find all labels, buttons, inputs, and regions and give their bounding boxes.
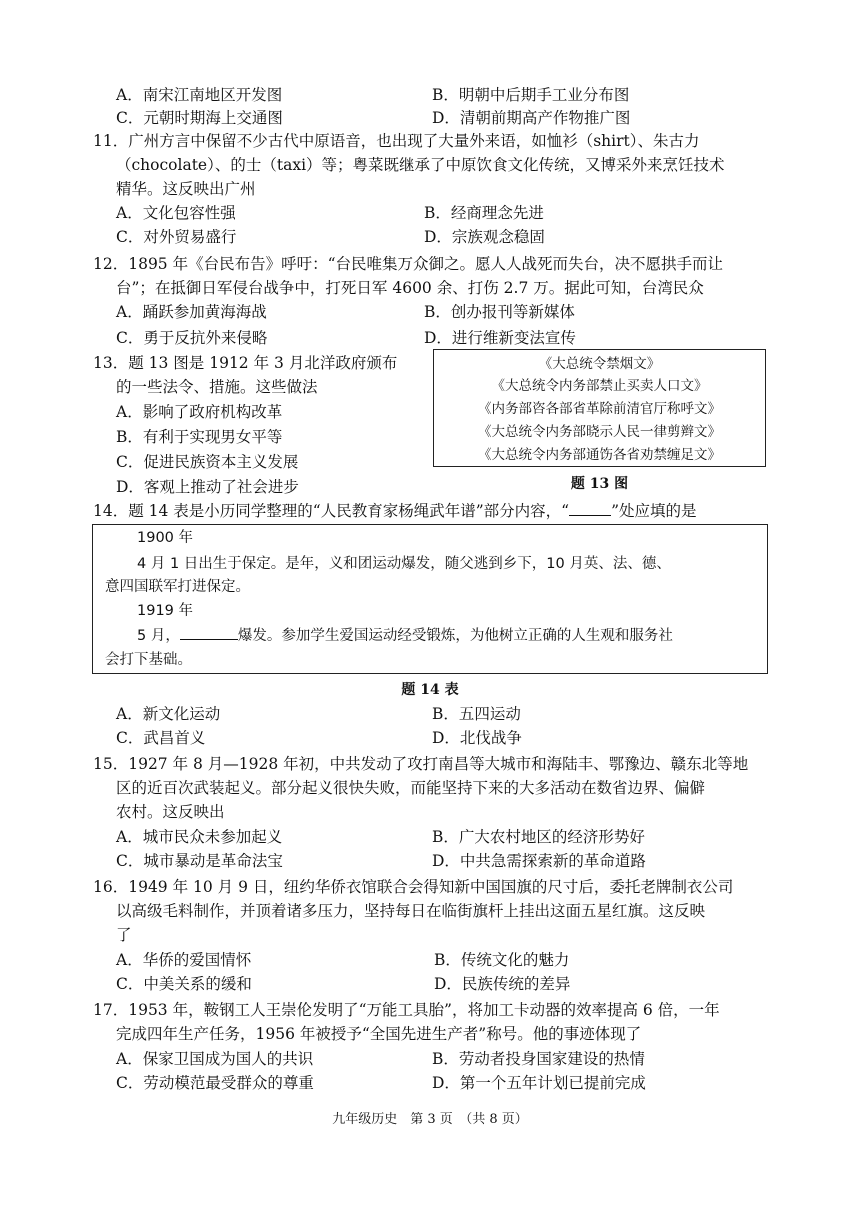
q14-option-b: B．五四运动 — [432, 705, 521, 723]
q15-option-b: B．广大农村地区的经济形势好 — [432, 828, 645, 846]
q14-blank — [569, 515, 611, 516]
q14-table-caption: 题 14 表 — [401, 682, 459, 698]
q13-figure-row: 《大总统令内务部禁止买卖人口文》 — [491, 378, 708, 394]
q17-option-d: D．第一个五年计划已提前完成 — [432, 1074, 646, 1092]
q15-option-c: C．城市暴动是革命法宝 — [116, 852, 283, 870]
q13-figure-row: 《大总统令禁烟文》 — [538, 356, 661, 372]
q13-stem-line2: 的一些法令、措施。这些做法 — [116, 378, 318, 396]
q12-option-d: D．进行维新变法宣传 — [424, 329, 576, 347]
q16-option-c: C．中美关系的缓和 — [116, 975, 252, 993]
q10-option-a: A．南宋江南地区开发图 — [116, 86, 283, 104]
q13-figure-row: 《大总统令内务部通饬各省劝禁缠足文》 — [478, 447, 721, 463]
q14-text-1900b: 意四国联军打进保定。 — [105, 579, 250, 595]
q12-option-c: C．勇于反抗外来侵略 — [116, 329, 268, 347]
q17-stem-line1: 17．1953 年，鞍钢工人王崇伦发明了“万能工具胎”，将加工卡动器的效率提高 6 倍，一年 — [93, 1001, 720, 1019]
q17-stem-line2: 完成四年生产任务，1956 年被授予“全国先进生产者”称号。他的事迹体现了 — [116, 1025, 642, 1043]
q13-stem-line1: 13．题 13 图是 1912 年 3 月北洋政府颁布 — [93, 354, 398, 372]
q15-option-d: D．中共急需探索新的革命道路 — [432, 852, 646, 870]
q14-table-blank — [180, 639, 238, 640]
q14-option-a: A．新文化运动 — [116, 705, 221, 723]
q15-stem-line3: 农村。这反映出 — [116, 803, 225, 821]
q13-option-a: A．影响了政府机构改革 — [116, 403, 283, 421]
q14-year-1900: 1900 年 — [137, 530, 194, 546]
q16-stem-line2: 以高级毛料制作，并顶着诸多压力，坚持每日在临街旗杆上挂出这面五星红旗。这反映 — [116, 902, 706, 920]
q11-option-c: C．对外贸易盛行 — [116, 228, 237, 246]
q10-option-b: B．明朝中后期手工业分布图 — [432, 86, 630, 104]
page-footer: 九年级历史 第 3 页 （共 8 页） — [332, 1112, 528, 1127]
q13-figure-row: 《大总统令内务部晓示人民一律剪辫文》 — [478, 424, 721, 440]
q17-option-b: B．劳动者投身国家建设的热情 — [432, 1050, 645, 1068]
q14-stem — [93, 499, 697, 523]
q11-stem-line3: 精华。这反映出广州 — [116, 180, 256, 198]
q14-stem-before: 14．题 14 表是小历同学整理的“人民教育家杨绳武年谱”部分内容，“ — [93, 502, 570, 520]
q14-table-box — [92, 524, 768, 674]
q12-option-b: B．创办报刊等新媒体 — [424, 303, 575, 321]
q15-stem-line2: 区的近百次武装起义。部分起义很快失败，而能坚持下来的大多活动在数省边界、偏僻 — [116, 779, 706, 797]
q11-option-b: B．经商理念先进 — [424, 204, 544, 222]
q14-option-c: C．武昌首义 — [116, 729, 206, 747]
q13-figure-box — [433, 349, 766, 467]
q14-text-1919a — [137, 624, 673, 648]
q16-stem-line1: 16．1949 年 10 月 9 日，纽约华侨衣馆联合会得知新中国国旗的尺寸后，委托老牌制衣公司 — [93, 878, 734, 896]
q13-option-b: B．有利于实现男女平等 — [116, 428, 283, 446]
q15-option-a: A．城市民众未参加起义 — [116, 828, 283, 846]
q13-figure-row: 《内务部咨各部省革除前清官厅称呼文》 — [478, 401, 721, 417]
q13-option-c: C．促进民族资本主义发展 — [116, 453, 299, 471]
q13-option-d: D．客观上推动了社会进步 — [116, 478, 299, 496]
q14-text-1919b: 会打下基础。 — [105, 652, 192, 668]
q17-option-c: C．劳动模范最受群众的尊重 — [116, 1074, 314, 1092]
q12-option-a: A．踊跃参加黄海海战 — [116, 303, 267, 321]
q10-option-d: D．清朝前期高产作物推广图 — [432, 109, 631, 127]
q11-option-a: A．文化包容性强 — [116, 204, 236, 222]
q16-option-d: D．民族传统的差异 — [434, 975, 571, 993]
q14-stem-after: ”处应填的是 — [611, 502, 697, 520]
q11-stem-line1: 11．广州方言中保留不少古代中原语音，也出现了大量外来语，如恤衫（shirt）、朱古力 — [93, 132, 700, 150]
q14-text-1900a: 4 月 1 日出生于保定。是年，义和团运动爆发，随父逃到乡下，10 月英、法、德、 — [137, 556, 671, 572]
q14-year-1919: 1919 年 — [137, 603, 194, 619]
q16-option-b: B．传统文化的魅力 — [434, 951, 570, 969]
q14-option-d: D．北伐战争 — [432, 729, 522, 747]
q11-stem-line2: （chocolate）、的士（taxi）等；粤菜既继承了中原饮食文化传统，又博采外来烹饪技术 — [116, 156, 725, 174]
q14-text-1919a-before: 5 月， — [137, 628, 180, 644]
q15-stem-line1: 15．1927 年 8 月—1928 年初，中共发动了攻打南昌等大城市和海陆丰、鄂豫边、赣东北等地 — [93, 755, 749, 773]
q11-option-d: D．宗族观念稳固 — [424, 228, 545, 246]
q16-option-a: A．华侨的爱国情怀 — [116, 951, 252, 969]
q12-stem-line1: 12．1895 年《台民布告》呼吁：“台民唯集万众御之。愿人人战死而失台，决不愿拱手而让 — [93, 255, 724, 273]
q13-figure-caption: 题 13 图 — [570, 476, 629, 492]
q12-stem-line2: 台”；在抵御日军侵台战争中，打死日军 4600 余、打伤 2.7 万。据此可知，台湾民众 — [116, 279, 704, 297]
q10-option-c: C．元朝时期海上交通图 — [116, 109, 283, 127]
q16-stem-line3: 了 — [116, 926, 132, 944]
q14-text-1919a-after: 爆发。参加学生爱国运动经受锻炼，为他树立正确的人生观和服务社 — [237, 628, 673, 644]
q17-option-a: A．保家卫国成为国人的共识 — [116, 1050, 314, 1068]
